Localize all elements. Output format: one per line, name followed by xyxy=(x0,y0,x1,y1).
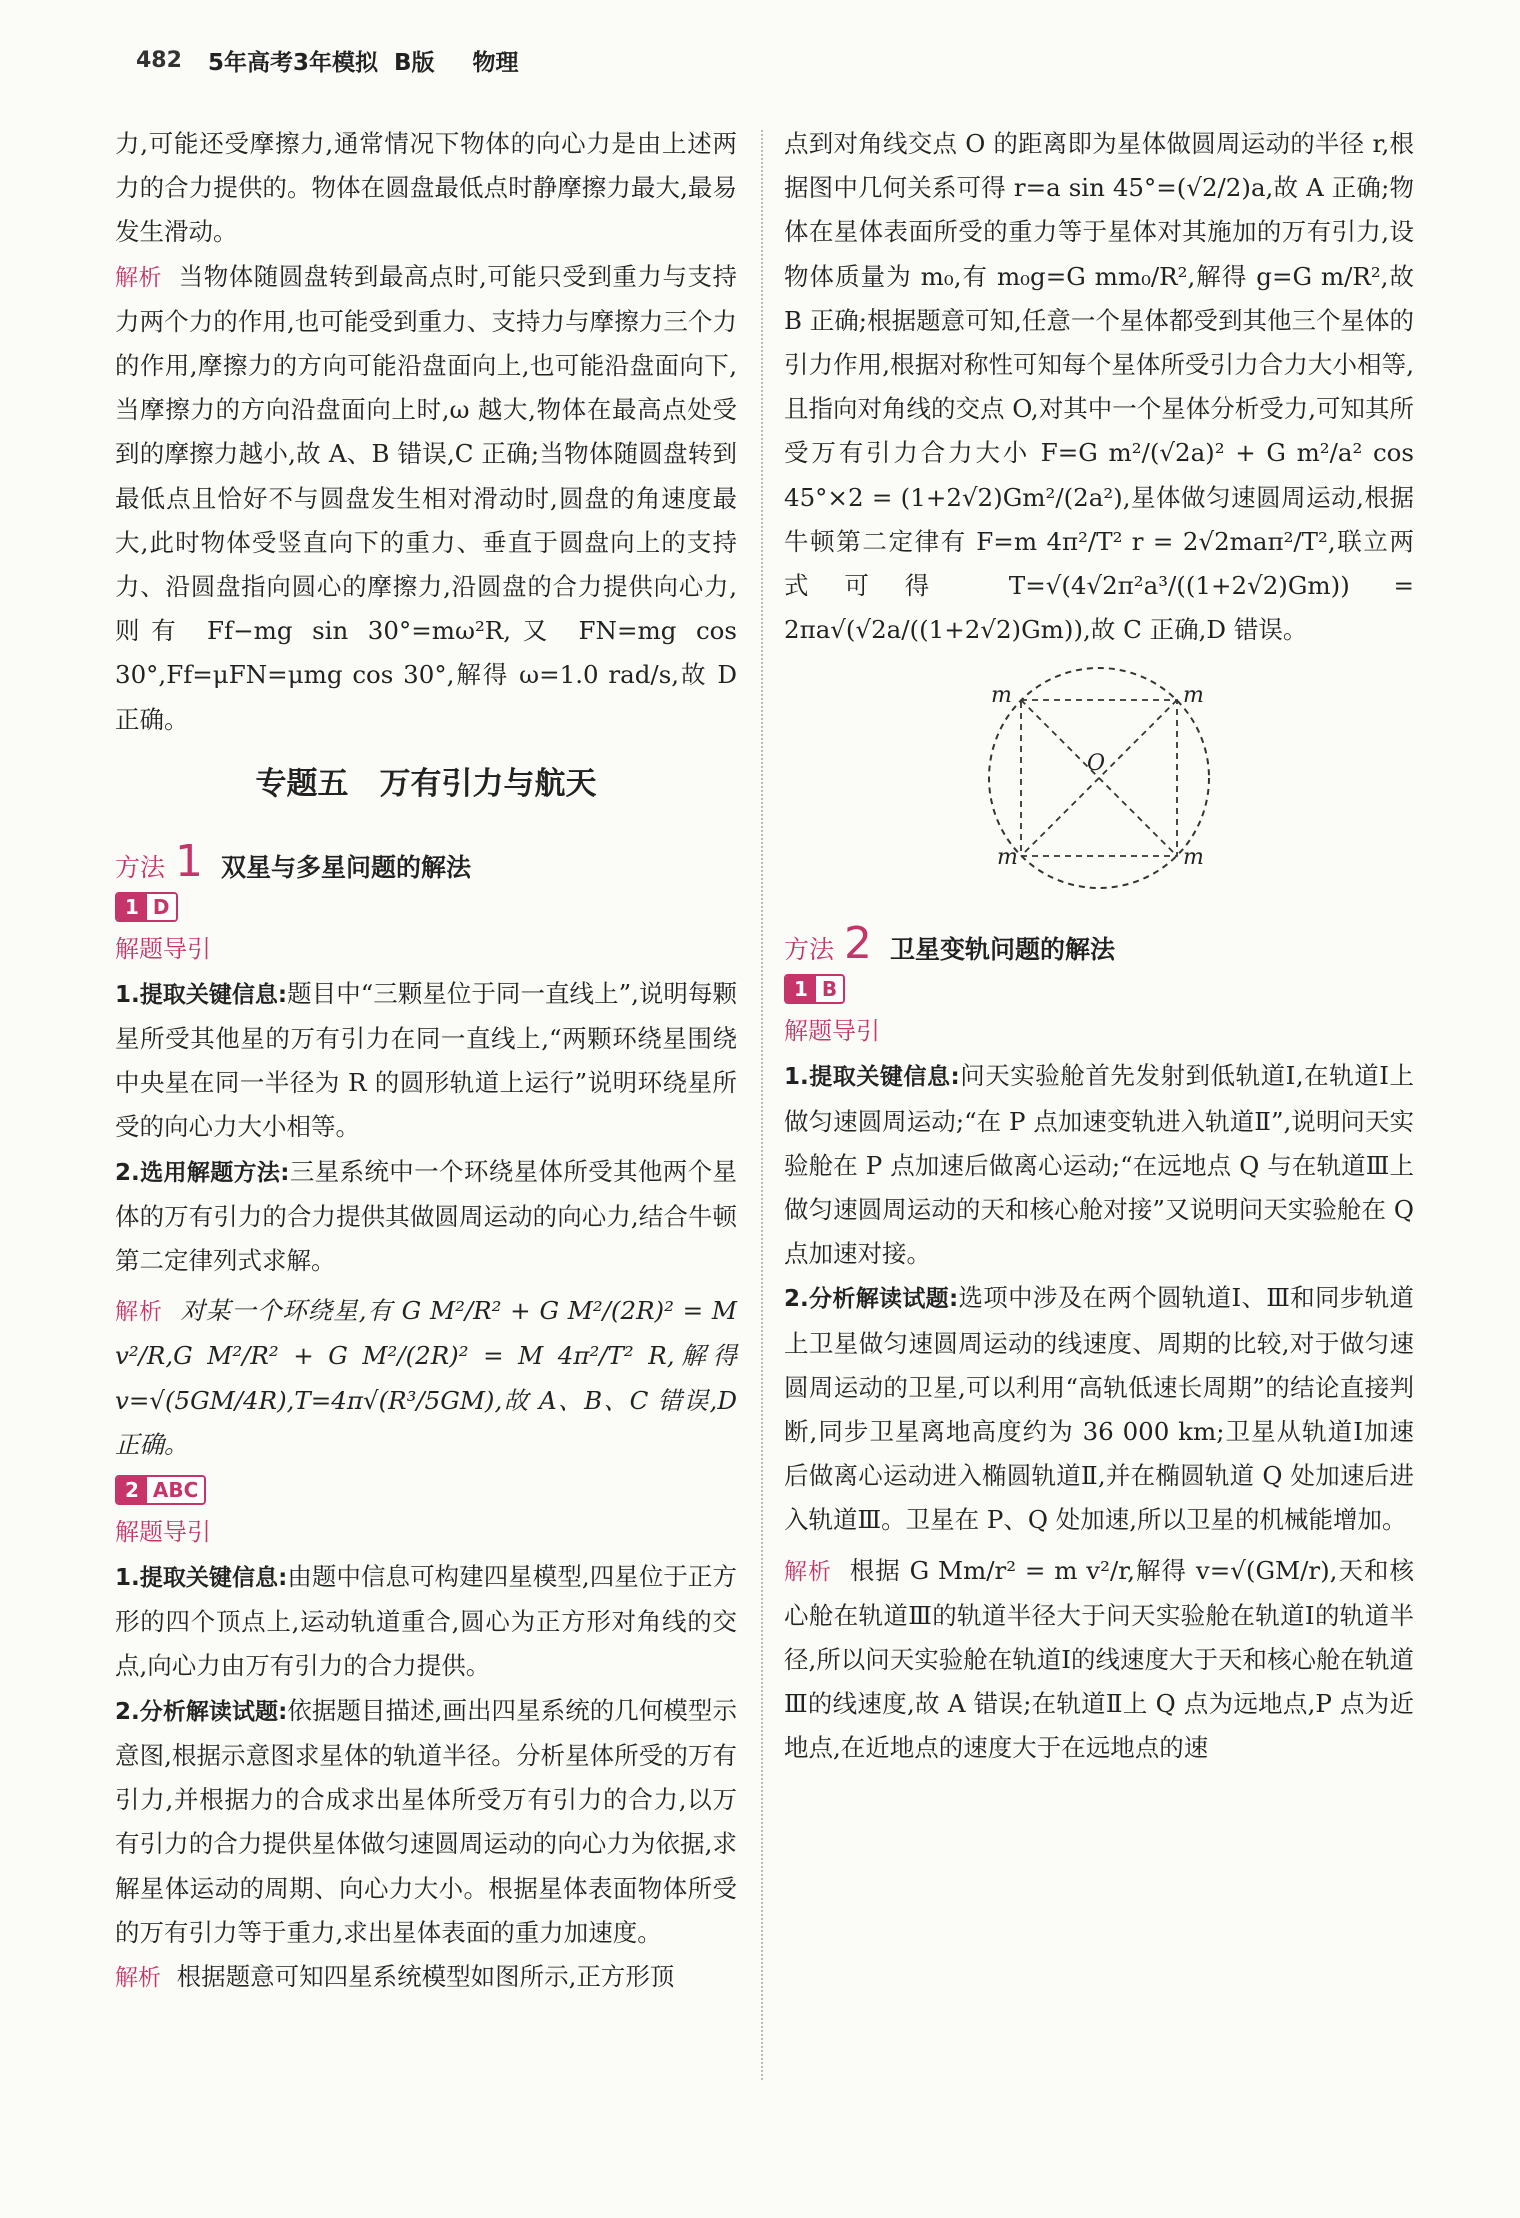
guide-point: 1.提取关键信息:由题中信息可构建四星模型,四星位于正方形的四个顶点上,运动轨道重合,圆心为正方形对角线的交点,向心力由万有引力的合力提供。 xyxy=(115,1562,737,1681)
guide-point: 2.选用解题方法:三星系统中一个环绕星体所受其他两个星体的万有引力的合力提供其做圆周运动的向心力,结合牛顿第二定律列式求解。 xyxy=(115,1156,737,1276)
guide-point: 1.提取关键信息:问天实验舱首先发射到低轨道Ⅰ,在轨道Ⅰ上做匀速圆周运动;“在 P 点加速变轨进入轨道Ⅱ”,说明问天实验舱在 P 点加速后做离心运动;“在远地点 Q 与在轨道Ⅲ上做匀速圆周运动的天和核心舱对接”又说明问天实验舱在 Q 点加速对接。 xyxy=(784,1061,1414,1269)
answer-badge: 2 ABC xyxy=(115,1475,206,1505)
analysis-paragraph: 解析 对某一个环绕星,有 G M²/R² + G M²/(2R)² = M v²/R,G M²/R² + G M²/(2R)² = M 4π²/T² R,解得 v=√(5GM/4R),T=4π√(R³/5GM),故 A、B、C 错误,D 正确。 xyxy=(115,1296,738,1459)
guide-heading: 解题导引 xyxy=(784,1017,880,1046)
page-number: 482 xyxy=(136,47,182,73)
answer-badge: 1 B xyxy=(784,974,845,1004)
analysis-paragraph: 解析 当物体随圆盘转到最高点时,可能只受到重力与支持力两个力的作用,也可能受到重力、支持力与摩擦力三个力的作用,摩擦力的方向可能沿盘面向上,也可能沿盘面向下,当摩擦力的方向沿盘面向上时,ω 越大,物体在最高点处受到的摩擦力越小,故 A、B 错误,C 正确;当物体随圆盘转到最低点且恰好不与圆盘发生相对滑动时,圆盘的角速度最大,此时物体受竖直向下的重力、垂直于圆盘向上的支持力、沿圆盘指向圆心的摩擦力,沿圆盘的合力提供向心力,则有 Ff−mg sin 30°=mω²R,又 FN=mg cos 30°,Ff=μFN=μmg cos 30°,解得 ω=1.0 rad/s,故 D 正确。 xyxy=(115,261,738,734)
center-label: O xyxy=(1087,751,1106,777)
mass-label: m xyxy=(997,845,1018,871)
guide-point: 2.分析解读试题:选项中涉及在两个圆轨道Ⅰ、Ⅲ和同步轨道上卫星做匀速圆周运动的线速度、周期的比较,对于做匀速圆周运动的卫星,可以利用“高轨低速长周期”的结论直接判断,同步卫星离地高度约为 36 000 km;卫星从轨道Ⅰ加速后做离心运动进入椭圆轨道Ⅱ,并在椭圆轨道 Q 处加速后进入轨道Ⅲ。卫星在 P、Q 处加速,所以卫星的机械能增加。 xyxy=(784,1283,1414,1535)
subject: 物理 xyxy=(472,49,519,76)
guide-heading: 解题导引 xyxy=(115,934,211,963)
method-heading: 方法 1 双星与多星问题的解法 xyxy=(115,835,472,887)
mass-label: m xyxy=(991,683,1012,709)
right-column xyxy=(784,122,1414,1771)
left-column xyxy=(115,122,737,2000)
guide-point: 1.提取关键信息:题目中“三颗星位于同一直线上”,说明每颗星所受其他星的万有引力在同一直线上,“两颗环绕星围绕中央星在同一半径为 R 的圆形轨道上运行”说明环绕星所受的向心力大小相等。 xyxy=(115,978,737,1142)
paragraph: 点到对角线交点 O 的距离即为星体做圆周运动的半径 r,根据图中几何关系可得 r=a sin 45°=(√2/2)a,故 A 正确;物体在星体表面所受的重力等于星体对其施加的万有引力,设物体质量为 m₀,有 m₀g=G mm₀/R²,解得 g=G m/R²,故 B 正确;根据题意可知,任意一个星体都受到其他三个星体的引力作用,根据对称性可知每个星体所受引力合力大小相等,且指向对角线的交点 O,对其中一个星体分析受力,可知其所受万有引力合力大小 F=G m²/(√2a)² + G m²/a² cos 45°×2 = (1+2√2)Gm²/(2a²),星体做匀速圆周运动,根据牛顿第二定律有 F=m 4π²/T² r = 2√2maπ²/T²,联立两式可得 T=√(4√2π²a³/((1+2√2)Gm)) = 2πa√(√2a/((1+2√2)Gm)),故 C 正确,D 错误。 xyxy=(784,129,1415,645)
column-divider xyxy=(761,130,763,2080)
page-header xyxy=(136,40,519,80)
mass-label: m xyxy=(1183,845,1204,871)
four-star-diagram xyxy=(969,658,1229,898)
analysis-paragraph: 解析 根据 G Mm/r² = m v²/r,解得 v=√(GM/r),天和核心舱在轨道Ⅲ的轨道半径大于问天实验舱在轨道Ⅰ的轨道半径,所以问天实验舱在轨道Ⅰ的线速度大于天和核心舱在轨道Ⅲ的线速度,故 A 错误;在轨道Ⅱ上 Q 点为远地点,P 点为近地点,在近地点的速度大于在远地点的速 xyxy=(784,1555,1415,1763)
analysis-paragraph: 解析 根据题意可知四星系统模型如图所示,正方形顶 xyxy=(115,1961,675,1991)
guide-heading: 解题导引 xyxy=(115,1518,211,1547)
guide-point: 2.分析解读试题:依据题目描述,画出四星系统的几何模型示意图,根据示意图求星体的轨道半径。分析星体所受的万有引力,并根据力的合成求出星体所受万有引力的合力,以万有引力的合力提供星体做匀速圆周运动的向心力为依据,求解星体运动的周期、向心力大小。根据星体表面物体所受的万有引力等于重力,求出星体表面的重力加速度。 xyxy=(115,1695,737,1947)
topic-title: 专题五 万有引力与航天 xyxy=(255,765,597,802)
mass-label: m xyxy=(1183,683,1204,709)
analysis-label: 解析 xyxy=(115,264,163,291)
method-heading: 方法 2 卫星变轨问题的解法 xyxy=(784,918,1116,970)
answer-badge: 1 D xyxy=(115,892,178,922)
paragraph: 力,可能还受摩擦力,通常情况下物体的向心力是由上述两力的合力提供的。物体在圆盘最低点时静摩擦力最大,最易发生滑动。 xyxy=(115,129,737,247)
book-title: 5年高考3年模拟 B版 xyxy=(207,49,435,76)
